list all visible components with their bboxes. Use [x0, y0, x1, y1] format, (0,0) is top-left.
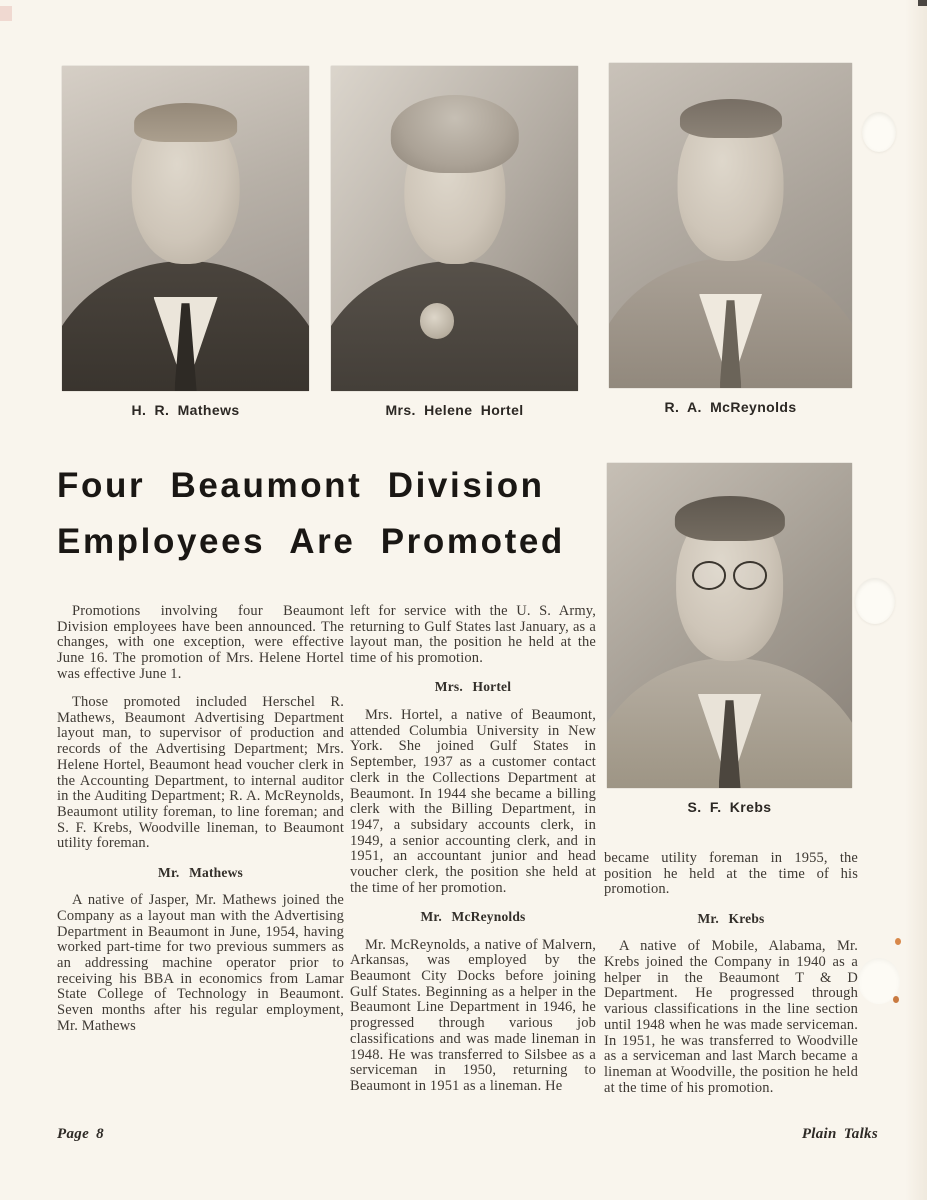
paragraph: Mrs. Hortel, a native of Beaumont, attended Columbia University in New York. She joined Gulf States in September, 1937 as a customer contact clerk in the Collections Department at Beaumont. In 1944 she became a billing clerk with the Billing Department, in 1947, a subsidary accounts clerk, in 1949, a senior accounting clerk, and in 1951, an accountant junior and head voucher clerk, the position she held at the time of her promotion. [350, 707, 596, 896]
photo-hortel [331, 66, 578, 418]
section-heading-mcreynolds: Mr. McReynolds [420, 908, 526, 924]
scan-speck [893, 996, 899, 1003]
portrait-hair [390, 95, 518, 173]
paragraph: A native of Mobile, Alabama, Mr. Krebs joined the Company in 1940 as a helper in the Beaumont T & D Department. He progressed through various classifications in the line section until 1948 when he was made serviceman. In 1951, he was transferred to Woodville as a serviceman and last March became a lineman at Woodville, the position he held at the time of his promotion. [604, 938, 858, 1096]
headline-line-2: Employees Are Promoted [57, 522, 565, 561]
portrait-photo [609, 63, 852, 388]
portrait-photo [331, 66, 578, 391]
photo-caption: R. A. McReynolds [664, 399, 797, 415]
punch-hole [862, 112, 896, 152]
page-number: Page 8 [57, 1126, 104, 1142]
paragraph: Promotions involving four Beaumont Division employees have been announced. The changes, with one exception, were effective June 16. The promotion of Mrs. Helene Hortel was effective June 1. [57, 603, 344, 682]
section-heading-krebs: Mr. Krebs [697, 910, 765, 926]
portrait-dress [331, 261, 578, 391]
portrait-photo [607, 463, 852, 788]
punch-hole [855, 578, 895, 624]
portrait-glasses [692, 561, 768, 590]
portrait-photo [62, 66, 309, 391]
photo-mathews [62, 66, 309, 418]
paragraph: Those promoted included Herschel R. Mathews, Beaumont Advertising Department layout man, to supervisor of production and records of the Advertising Department; Mrs. Helene Hortel, Beaumont head voucher clerk in the Accounting Department, to internal auditor in the Auditing Department; R. A. McReynolds, Beaumont utility foreman, to line foreman; and S. F. Krebs, Woodville lineman, to Beaumont utility foreman. [57, 694, 344, 852]
glasses-lens-right [733, 561, 768, 590]
scan-speck [895, 938, 901, 945]
photo-mcreynolds [609, 63, 852, 415]
section-heading-hortel: Mrs. Hortel [434, 679, 512, 695]
paragraph: Mr. McReynolds, a native of Malvern, Arkansas, was employed by the Beaumont City Docks before joining Gulf States. Beginning as a helper in the Beaumont Line Department in 1946, he progressed through various job classifications and was made lineman in 1948. He was transferred to Silsbee as a serviceman in 1950, returning to Beaumont in 1951 as a lineman. He [350, 936, 596, 1094]
paragraph: became utility foreman in 1955, the position he held at the time of his promotion. [604, 850, 858, 898]
photo-caption: H. R. Mathews [131, 402, 240, 418]
article-column-2 [350, 604, 596, 1107]
glasses-lens-left [692, 561, 727, 590]
portrait-hair [674, 496, 784, 542]
photo-caption: S. F. Krebs [687, 799, 772, 815]
photo-caption: Mrs. Helene Hortel [385, 402, 524, 418]
photo-krebs [607, 463, 852, 815]
scan-corner-mark [918, 0, 927, 6]
paragraph: A native of Jasper, Mr. Mathews joined the Company as a layout man with the Advertising Department in Beaumont in June, 1954, having worked part-time for two previous summers as an addressing machine operator prior to receiving his BBA in economics from Lamar State College of Technology in Beaumont. Seven months after his regular employment, Mr. Mathews [57, 892, 344, 1034]
portrait-hair [134, 103, 238, 142]
portrait-hair [679, 99, 781, 138]
paragraph: left for service with the U. S. Army, returning to Gulf States last January, as a layout man, the position he held at the time of his promotion. [350, 603, 596, 667]
article-column-3 [604, 851, 858, 1109]
headline-line-1: Four Beaumont Division [57, 466, 545, 505]
article-column-1 [57, 604, 344, 1047]
section-heading-mathews: Mr. Mathews [158, 864, 243, 880]
publication-name: Plain Talks [801, 1126, 878, 1142]
scan-pink-mark [0, 6, 12, 21]
page-edge-shade [905, 0, 927, 1200]
article-headline [57, 458, 617, 570]
